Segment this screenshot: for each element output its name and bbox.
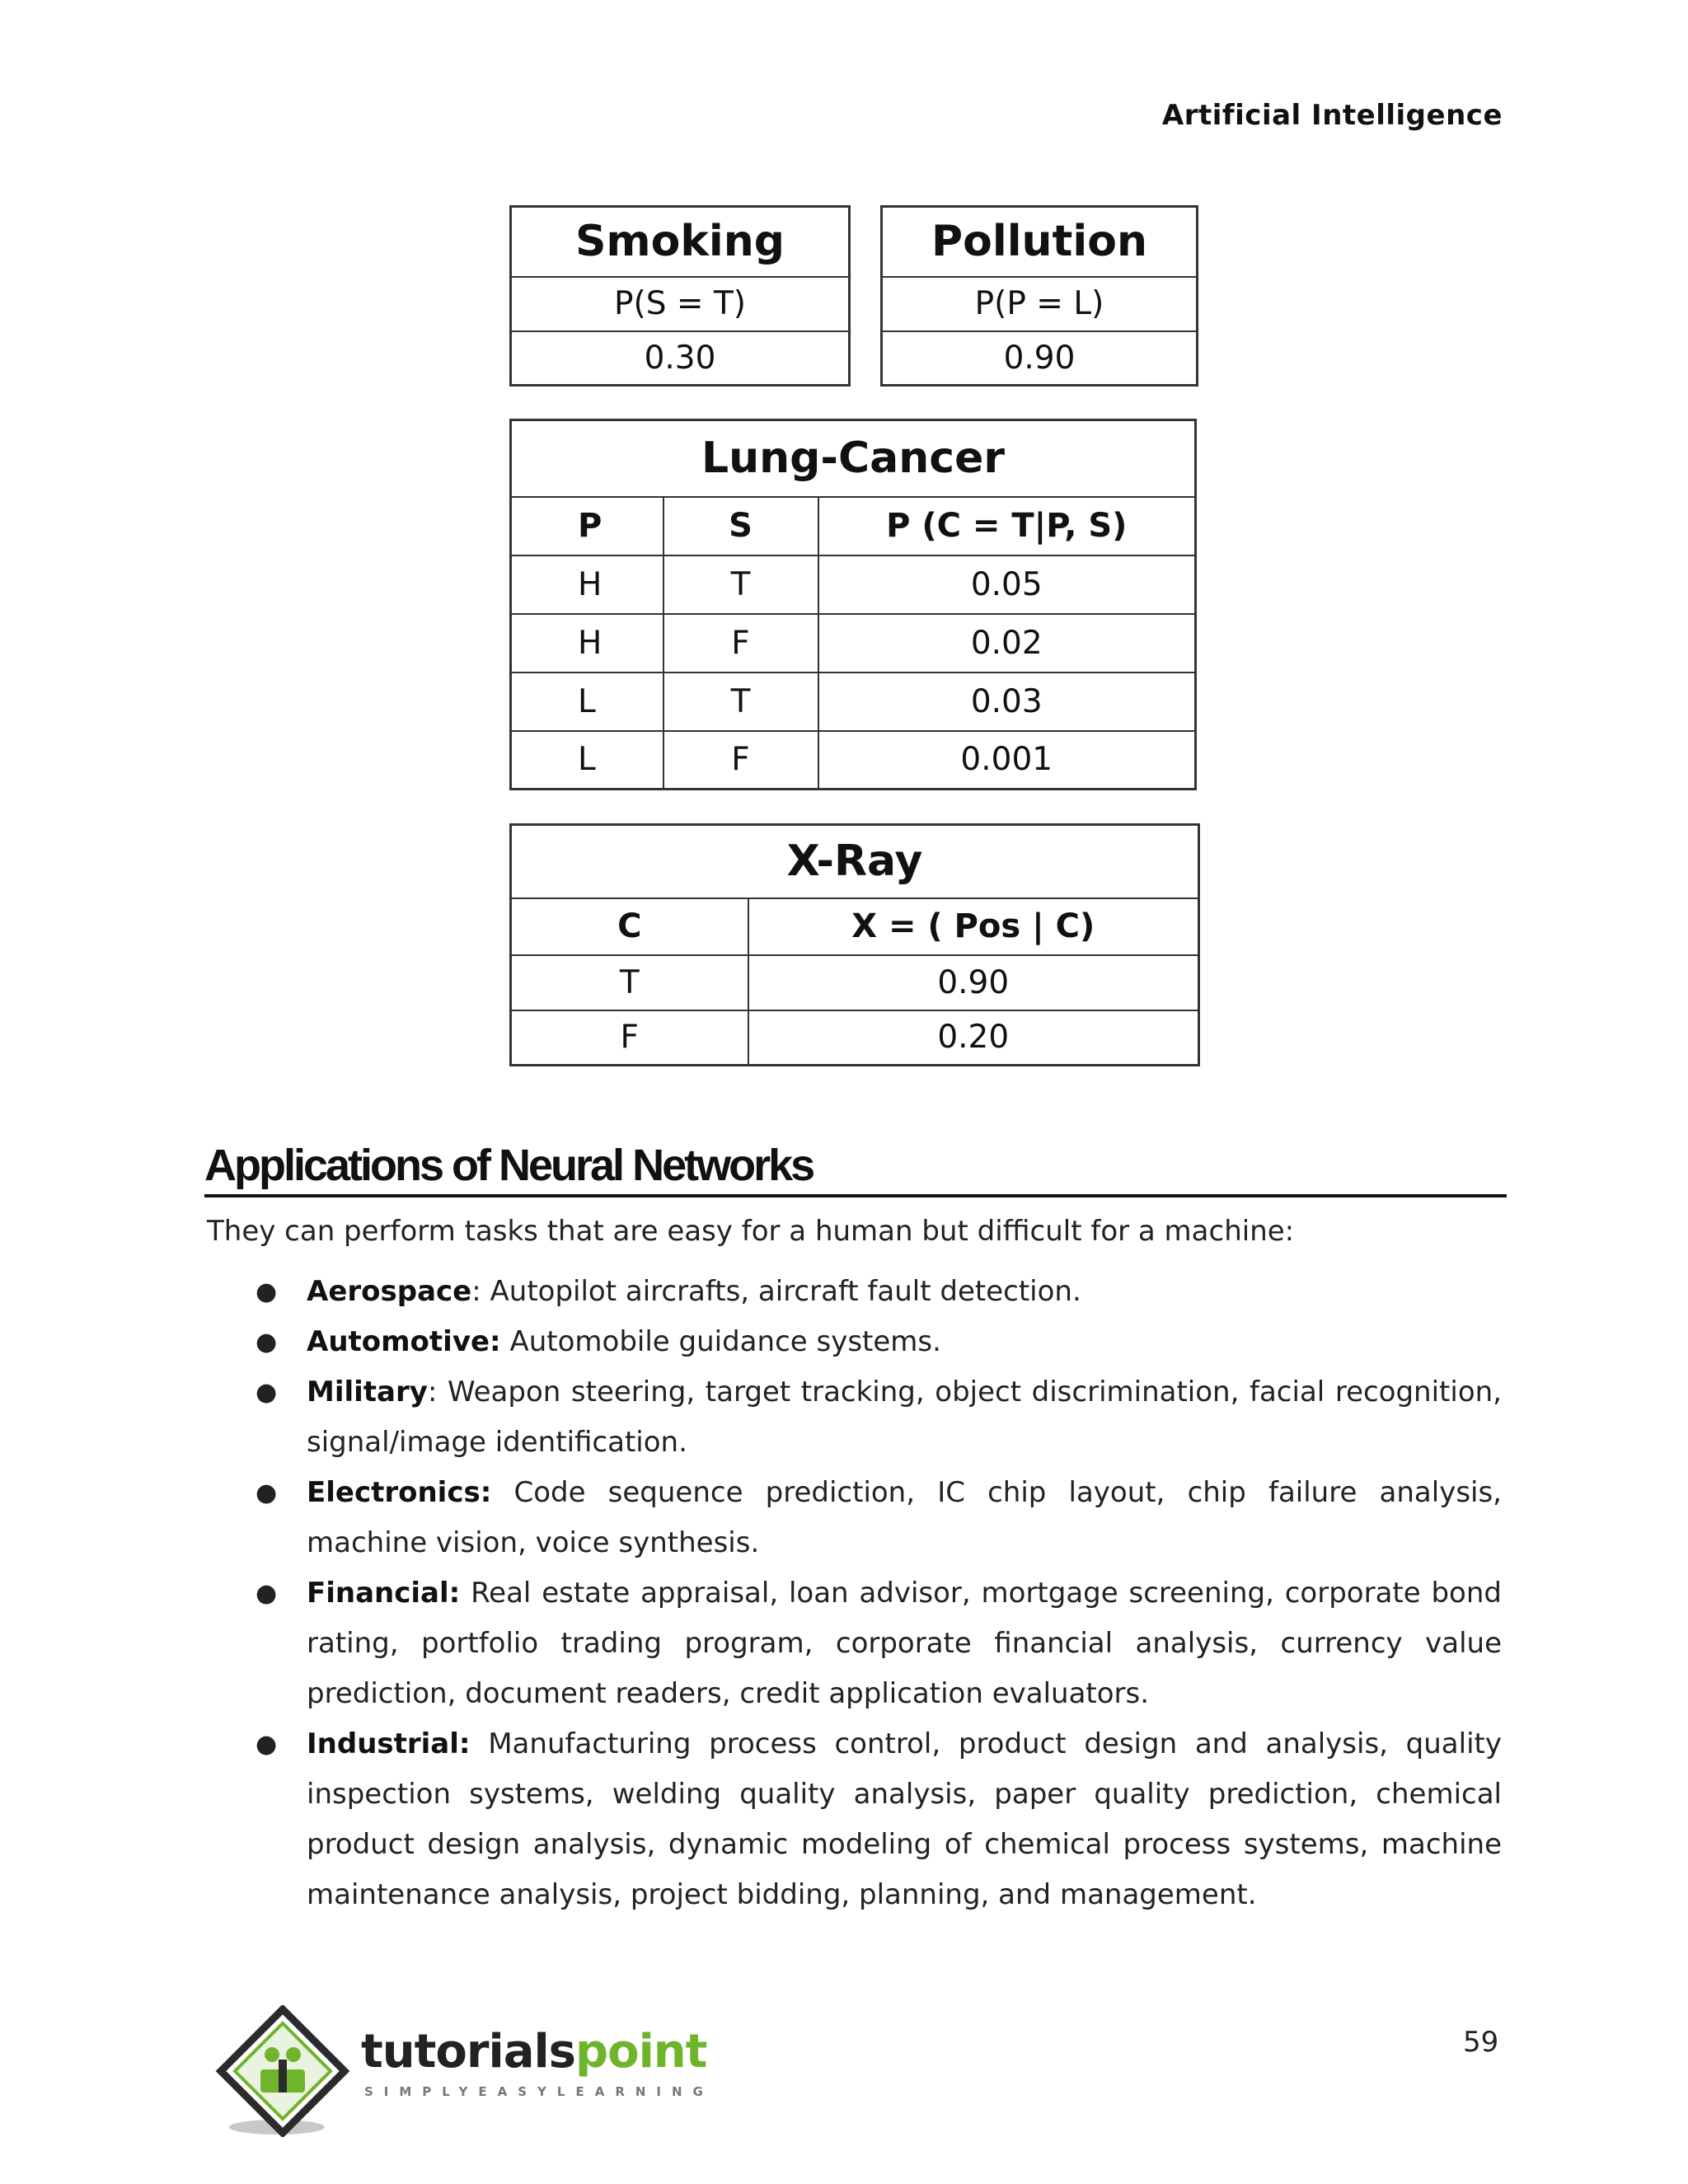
- pollution-cpt-table: [880, 205, 1198, 387]
- item-label: Electronics:: [307, 1476, 492, 1509]
- table-row: [511, 731, 1196, 790]
- list-item: [256, 1317, 1502, 1367]
- xray-cell-c: T: [511, 955, 748, 1010]
- item-separator: :: [427, 1376, 438, 1408]
- lung-header-prob: P (C = T|P, S): [818, 497, 1196, 555]
- xray-cell-c: F: [511, 1010, 748, 1066]
- lung-cell-prob: 0.05: [818, 555, 1196, 614]
- lung-header-p: P: [511, 497, 663, 555]
- item-label: Aerospace: [307, 1275, 472, 1308]
- lung-header-s: S: [663, 497, 818, 555]
- applications-list: [256, 1267, 1502, 1920]
- item-label: Industrial:: [307, 1727, 471, 1760]
- xray-cpt-table: [509, 823, 1200, 1066]
- table-row: [511, 1010, 1199, 1066]
- logo-diamond-icon: [213, 2005, 353, 2137]
- lung-cell-s: F: [663, 731, 818, 790]
- item-text: Automobile guidance systems.: [500, 1325, 941, 1358]
- item-text: Weapon steering, target tracking, object discrimination, facial recognition, signal/image identification.: [307, 1376, 1502, 1459]
- bullet-icon: ●: [256, 1730, 278, 1759]
- smoking-value: 0.30: [511, 331, 850, 386]
- smoking-title: Smoking: [511, 207, 850, 277]
- item-label: Military: [307, 1376, 428, 1408]
- list-item: [256, 1468, 1502, 1568]
- page-number: 59: [1463, 2026, 1499, 2059]
- pollution-expression: P(P = L): [882, 277, 1198, 331]
- lung-cell-prob: 0.03: [818, 673, 1196, 731]
- lung-cell-prob: 0.001: [818, 731, 1196, 790]
- bullet-icon: ●: [256, 1479, 278, 1507]
- list-item: [256, 1367, 1502, 1468]
- xray-header-x: X = ( Pos | C): [748, 898, 1199, 955]
- item-text: Manufacturing process control, product design and analysis, quality inspection systems, welding quality analysis, paper quality prediction, chemical product design analysis, dynamic modeling of chemical process systems, machine maintenance analysis, project bidding, planning, and management.: [307, 1727, 1502, 1911]
- xray-header-c: C: [511, 898, 748, 955]
- lung-cancer-cpt-table: [509, 419, 1197, 790]
- item-label: Automotive:: [307, 1325, 501, 1358]
- table-row: [511, 555, 1196, 614]
- smoking-expression: P(S = T): [511, 277, 850, 331]
- lung-cell-prob: 0.02: [818, 614, 1196, 673]
- bullet-icon: ●: [256, 1328, 278, 1357]
- lung-cell-p: H: [511, 614, 663, 673]
- lung-cell-s: T: [663, 673, 818, 731]
- table-row: [511, 614, 1196, 673]
- lung-cell-p: L: [511, 673, 663, 731]
- table-row: [511, 955, 1199, 1010]
- xray-title: X-Ray: [511, 825, 1199, 898]
- list-item: [256, 1719, 1502, 1920]
- bullet-icon: ●: [256, 1378, 278, 1407]
- item-text: Real estate appraisal, loan advisor, mortgage screening, corporate bond rating, portfolio trading program, corporate financial analysis, currency value prediction, document readers, credit application evaluators.: [307, 1577, 1502, 1710]
- logo-wordmark: [361, 2025, 706, 2079]
- lung-cell-s: T: [663, 555, 818, 614]
- pollution-title: Pollution: [882, 207, 1198, 277]
- intro-paragraph: They can perform tasks that are easy for a human but difficult for a machine:: [207, 1215, 1295, 1248]
- bullet-icon: ●: [256, 1579, 278, 1608]
- logo-main-text: tutorials: [361, 2025, 576, 2079]
- section-heading: Applications of Neural Networks: [204, 1139, 1507, 1197]
- item-label: Financial:: [307, 1577, 461, 1610]
- bullet-icon: ●: [256, 1277, 278, 1306]
- item-text: Code sequence prediction, IC chip layout, chip failure analysis, machine vision, voice synthesis.: [307, 1476, 1502, 1559]
- logo-tagline: SIMPLYEASYLEARNING: [364, 2084, 714, 2099]
- list-item: [256, 1568, 1502, 1719]
- lung-cell-p: L: [511, 731, 663, 790]
- tutorialspoint-logo: [213, 2005, 724, 2137]
- table-row: [511, 673, 1196, 731]
- running-header: Artificial Intelligence: [1161, 99, 1503, 132]
- xray-cell-x: 0.20: [748, 1010, 1199, 1066]
- smoking-cpt-table: [509, 205, 851, 387]
- item-separator: :: [471, 1275, 481, 1308]
- logo-accent-text: point: [575, 2025, 707, 2079]
- lung-cancer-title: Lung-Cancer: [511, 420, 1196, 497]
- list-item: [256, 1267, 1502, 1317]
- pollution-value: 0.90: [882, 331, 1198, 386]
- xray-cell-x: 0.90: [748, 955, 1199, 1010]
- lung-cell-s: F: [663, 614, 818, 673]
- lung-cell-p: H: [511, 555, 663, 614]
- item-text: Autopilot aircrafts, aircraft fault detection.: [481, 1275, 1081, 1308]
